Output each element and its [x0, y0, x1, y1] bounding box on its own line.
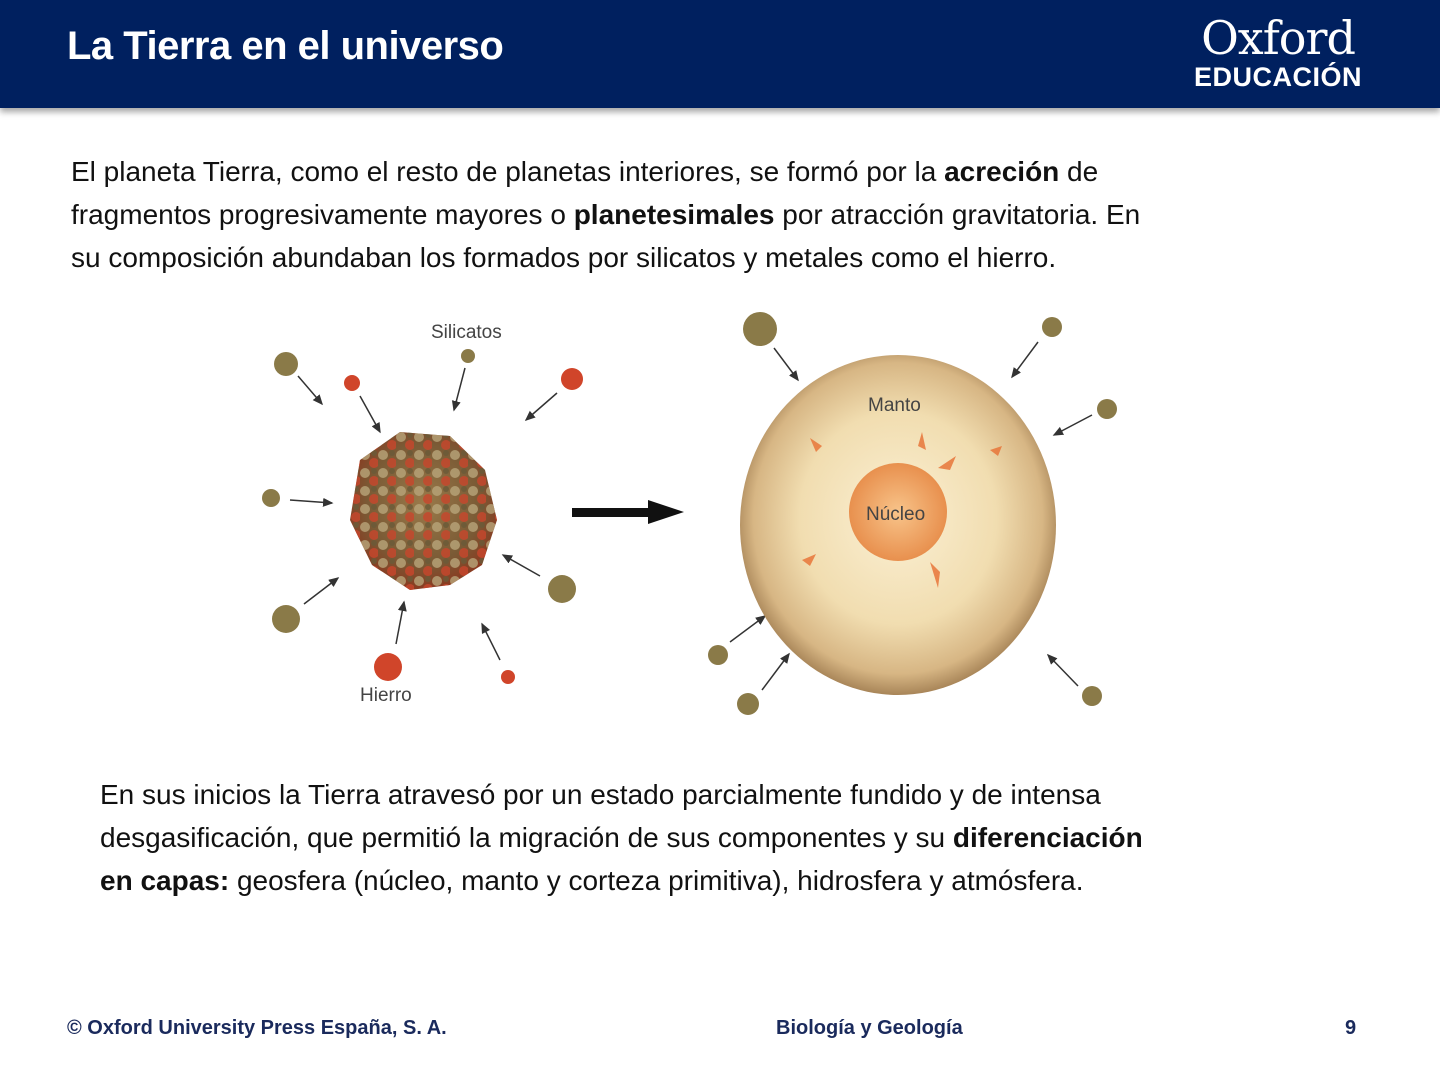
protoplanet: [350, 432, 497, 590]
label-manto: Manto: [868, 395, 921, 416]
text-segment: geosfera (núcleo, manto y corteza primitiva), hidrosfera y atmósfera.: [229, 865, 1084, 896]
label-hierro: Hierro: [360, 685, 412, 706]
label-silicatos: Silicatos: [431, 322, 502, 343]
text-line: [100, 773, 1143, 816]
intro-paragraph: [71, 150, 1140, 279]
differentiation-paragraph: [100, 773, 1143, 902]
slide-title: La Tierra en el universo: [67, 24, 504, 68]
bold-term: diferenciación: [952, 822, 1143, 853]
text-line: [100, 816, 1143, 859]
bold-term: en capas:: [100, 865, 230, 896]
text-segment: su composición abundaban los formados por silicatos y metales como el hierro.: [71, 242, 1057, 273]
bold-term: acreción: [944, 156, 1060, 187]
footer-subject: Biología y Geología: [776, 1017, 963, 1039]
text-line: [71, 193, 1140, 236]
text-segment: por atracción gravitatoria. En: [774, 199, 1141, 230]
text-segment: desgasificación, que permitió la migración de sus componentes y su: [100, 822, 953, 853]
text-line: [71, 236, 1140, 279]
text-line: [100, 859, 1143, 902]
text-line: [71, 150, 1140, 193]
label-nucleo: Núcleo: [866, 504, 926, 525]
slide-header: [0, 0, 1440, 108]
accretion-diagram: [250, 300, 1150, 730]
text-segment: El planeta Tierra, como el resto de planetas interiores, se formó por la: [71, 156, 945, 187]
transition-arrow-icon: [572, 500, 684, 524]
page-number: 9: [1345, 1017, 1357, 1039]
bold-term: planetesimales: [573, 199, 775, 230]
text-segment: de: [1059, 156, 1099, 187]
logo-oxford: Oxford: [1201, 11, 1355, 65]
oxford-logo: [1188, 11, 1368, 92]
footer-copyright: © Oxford University Press España, S. A.: [67, 1017, 447, 1039]
text-segment: En sus inicios la Tierra atravesó por un estado parcialmente fundido y de intensa: [100, 779, 1101, 810]
text-segment: fragmentos progresivamente mayores o: [71, 199, 574, 230]
logo-educacion: EDUCACIÓN: [1193, 62, 1362, 92]
